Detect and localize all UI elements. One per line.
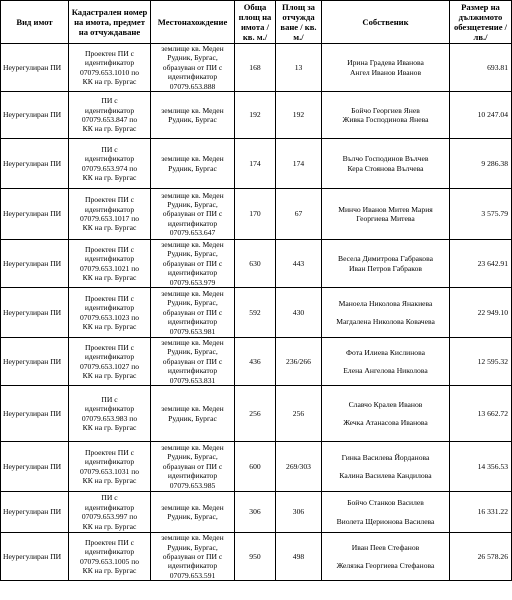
location-line: землище кв. Медeн: [161, 404, 224, 414]
header-type: Вид имот: [1, 1, 69, 44]
owner-name: Жечка Атанасова Иванова: [343, 418, 428, 428]
cell-compensation: 12 595.32: [450, 338, 512, 386]
owners-list: [323, 498, 448, 526]
cell-type: Неурегулиран ПИ: [1, 189, 69, 240]
location-line: идентификатор: [167, 218, 218, 228]
cadastral-line: 07079.653.1027 по: [79, 361, 140, 371]
header-expropriated-area: Площ за отчужда ване / кв. м./: [276, 1, 322, 44]
owner-name: Весела Димитрова Габракова: [338, 254, 433, 264]
cell-location: [151, 240, 235, 288]
cell-type: Неурегулиран ПИ: [1, 240, 69, 288]
table-row: [1, 492, 512, 533]
cadastral-line: идентификатор: [84, 254, 135, 264]
cadastral-line: 07079.653.983 по: [81, 413, 138, 423]
cell-expropriated-area: 269/303: [276, 442, 322, 492]
location-line: Рудник, Бургас: [168, 413, 217, 423]
cell-owners: [322, 386, 450, 442]
owner-name: Вълчо Господинов Вълчев: [342, 154, 429, 164]
cell-compensation: 14 356.53: [450, 442, 512, 492]
location-line: 07079.653.831: [169, 375, 216, 385]
location-line: Рудник, Бургас,: [167, 298, 218, 308]
table-row: [1, 288, 512, 338]
cell-location: [151, 189, 235, 240]
cell-compensation: 16 331.22: [450, 492, 512, 533]
table-row: [1, 240, 512, 288]
cell-compensation: 13 662.72: [450, 386, 512, 442]
owners-list: [323, 543, 448, 571]
cadastral-line: КК на гр. Бургас: [82, 521, 137, 531]
owner-name: Калина Василева Кандилова: [339, 471, 432, 481]
cadastral-line: КК на гр. Бургас: [82, 223, 137, 233]
cell-total-area: 256: [235, 386, 276, 442]
location-line: 07079.653.647: [169, 228, 216, 238]
location-line: Рудник, Бургас,: [167, 347, 218, 357]
cell-cadastral: [69, 492, 151, 533]
location-line: идентификатор: [167, 471, 218, 481]
header-owner: Собственик: [322, 1, 450, 44]
cadastral-line: Проектен ПИ с: [84, 342, 135, 352]
owners-list: [323, 58, 448, 77]
cell-location: [151, 338, 235, 386]
location-line: 07079.653.981: [169, 326, 216, 336]
cell-expropriated-area: 13: [276, 44, 322, 92]
cadastral-line: 07079.653.1021 по: [79, 263, 140, 273]
cadastral-line: идентификатор: [84, 352, 135, 362]
table-row: [1, 386, 512, 442]
table-row: [1, 338, 512, 386]
cadastral-line: идентификатор: [84, 303, 135, 313]
owner-name: Кера Стоянова Вълчева: [347, 163, 424, 173]
cell-type: Неурегулиран ПИ: [1, 288, 69, 338]
owners-list: [323, 154, 448, 173]
location-line: землище кв. Меден: [161, 190, 224, 200]
owners-list: [323, 254, 448, 273]
cell-location: [151, 442, 235, 492]
cadastral-line: идентификатор: [84, 547, 135, 557]
location-line: землище кв. Меден: [161, 44, 224, 53]
cell-owners: [322, 92, 450, 139]
cadastral-line: КК на гр. Бургас: [82, 566, 137, 576]
owners-list: [323, 205, 448, 224]
cell-compensation: 9 286.38: [450, 139, 512, 189]
owner-name: Ирина Градева Иванова: [347, 58, 424, 68]
location-line: идентификатор: [167, 366, 218, 376]
cell-compensation: 10 247.04: [450, 92, 512, 139]
table-row: [1, 189, 512, 240]
location-line: Рудник, Бургас: [168, 115, 217, 125]
cell-type: Неурегулиран ПИ: [1, 92, 69, 139]
cell-total-area: 306: [235, 492, 276, 533]
cadastral-line: Проектен ПИ с: [84, 48, 135, 58]
location-line: Рудник, Бургас,: [167, 512, 218, 522]
cell-cadastral: [69, 442, 151, 492]
location-line: образуван от ПИ с: [162, 62, 223, 72]
table-row: [1, 533, 512, 581]
location-line: образуван от ПИ с: [162, 307, 223, 317]
cell-cadastral: [69, 139, 151, 189]
cell-expropriated-area: 192: [276, 92, 322, 139]
owner-name: Магдалена Николова Ковачева: [336, 317, 435, 327]
cadastral-line: КК на гр. Бургас: [82, 124, 137, 134]
cadastral-line: ПИ с: [101, 96, 118, 106]
cell-total-area: 192: [235, 92, 276, 139]
location-line: землище кв. Медeн: [161, 105, 224, 115]
table-row: [1, 139, 512, 189]
location-line: образуван от ПИ с: [162, 461, 223, 471]
cell-owners: [322, 533, 450, 581]
cadastral-line: КК на гр. Бургас: [82, 423, 137, 432]
cadastral-line: идентификатор: [84, 105, 135, 115]
cell-owners: [322, 338, 450, 386]
cell-compensation: 22 949.10: [450, 288, 512, 338]
cell-type: Неурегулиран ПИ: [1, 533, 69, 581]
owner-name: Желязка Георгиева Стефанова: [336, 561, 435, 571]
cell-type: Неурегулиран ПИ: [1, 492, 69, 533]
owner-name: Минчо Иванов Митев Мария: [338, 204, 433, 214]
cell-cadastral: [69, 240, 151, 288]
cadastral-line: Проектен ПИ с: [84, 244, 135, 254]
cell-location: [151, 533, 235, 581]
cell-cadastral: [69, 288, 151, 338]
location-line: землище кв. Медeн: [161, 502, 224, 512]
owner-name: Бойчо Георгиев Янев: [351, 105, 420, 115]
cell-total-area: 436: [235, 338, 276, 386]
location-line: землище кв. Медeн: [161, 289, 224, 299]
cadastral-line: 07079.653.1017 по: [79, 214, 140, 224]
location-line: идентификатор: [167, 561, 218, 571]
cell-owners: [322, 139, 450, 189]
cadastral-line: 07079.653.1005 по: [79, 556, 140, 566]
cell-location: [151, 386, 235, 442]
location-line: Рудник, Бургас,: [167, 53, 218, 63]
cell-expropriated-area: 236/266: [276, 338, 322, 386]
cadastral-line: КК на гр. Бургас: [82, 370, 137, 380]
owner-name: Иван Петров Габраков: [349, 263, 422, 273]
cadastral-line: Проектен ПИ с: [84, 447, 135, 457]
cadastral-line: идентификатор: [84, 457, 135, 467]
cadastral-line: Проектен ПИ с: [84, 537, 135, 547]
cadastral-line: Проектен ПИ с: [84, 293, 135, 303]
cell-cadastral: [69, 44, 151, 92]
location-line: Рудник, Бургас,: [167, 199, 218, 209]
cell-cadastral: [69, 533, 151, 581]
location-line: землище кв. Медeн: [161, 443, 224, 453]
cell-location: [151, 44, 235, 92]
header-cadastral: Кадастрален номер на имота, предмет на отчуждаване: [69, 1, 151, 44]
location-line: образуван от ПИ с: [162, 258, 223, 268]
owner-name: Виолета Щерионова Василева: [336, 516, 435, 526]
cadastral-line: 07079.653.974 по: [81, 163, 138, 173]
owner-name: Фота Илиева Кислинова: [346, 347, 425, 357]
cell-total-area: 592: [235, 288, 276, 338]
cadastral-line: КК на гр. Бургас: [82, 76, 137, 86]
cell-type: Неурегулиран ПИ: [1, 386, 69, 442]
cell-location: [151, 92, 235, 139]
cadastral-line: идентификатор: [84, 204, 135, 214]
cadastral-line: ПИ с: [101, 493, 118, 503]
cadastral-line: 07079.653.1023 по: [79, 312, 140, 322]
cadastral-line: идентификатор: [84, 154, 135, 164]
cell-type: Неурегулиран ПИ: [1, 139, 69, 189]
owner-name: Елена Ангелова Николова: [343, 366, 428, 376]
owner-name: Бойчо Станков Василев: [347, 498, 424, 508]
cadastral-line: ПИ с: [101, 394, 118, 404]
cell-compensation: 23 642.91: [450, 240, 512, 288]
table-row: [1, 92, 512, 139]
table-row: [1, 442, 512, 492]
cell-cadastral: [69, 189, 151, 240]
cell-compensation: 3 575.79: [450, 189, 512, 240]
owner-name: Живка Господинова Янева: [342, 115, 429, 125]
cell-total-area: 950: [235, 533, 276, 581]
owner-name: Славчо Кралев Иванов: [348, 399, 423, 409]
cell-cadastral: [69, 386, 151, 442]
cell-compensation: 693.81: [450, 44, 512, 92]
owner-name: Георгиева Митева: [356, 214, 415, 224]
cadastral-line: КК на гр. Бургас: [82, 321, 137, 331]
cell-expropriated-area: 443: [276, 240, 322, 288]
header-total-area: Обща площ на имота /кв. м./: [235, 1, 276, 44]
owner-name: Гинка Василева Йорданова: [341, 452, 430, 462]
header-location: Местонахождение: [151, 1, 235, 44]
cell-owners: [322, 492, 450, 533]
cadastral-line: КК на гр. Бургас: [82, 476, 137, 485]
cell-total-area: 170: [235, 189, 276, 240]
owners-list: [323, 453, 448, 481]
cell-total-area: 174: [235, 139, 276, 189]
cell-total-area: 600: [235, 442, 276, 492]
cell-type: Неурегулиран ПИ: [1, 442, 69, 492]
location-line: 07079.653.591: [169, 570, 216, 580]
location-line: 07079.653.985: [169, 480, 216, 490]
location-line: Рудник, Бургас,: [167, 542, 218, 552]
cell-owners: [322, 288, 450, 338]
cell-owners: [322, 442, 450, 492]
cell-expropriated-area: 498: [276, 533, 322, 581]
owners-list: [323, 400, 448, 428]
cadastral-line: 07079.653.847 по: [81, 115, 138, 125]
cell-expropriated-area: 256: [276, 386, 322, 442]
location-line: землище кв. Медeн: [161, 240, 224, 250]
location-line: землище кв. Медeн: [161, 338, 224, 348]
owners-list: [323, 106, 448, 125]
cadastral-line: 07079.653.1031 по: [79, 466, 140, 476]
cell-type: Неурегулиран ПИ: [1, 44, 69, 92]
location-line: Рудник, Бургас,: [167, 249, 218, 259]
location-line: идентификатор: [167, 268, 218, 278]
header-compensation: Размер на дължимото обезщетение /лв./: [450, 1, 512, 44]
cadastral-line: КК на гр. Бургас: [82, 272, 137, 282]
cadastral-line: Проектен ПИ с: [84, 195, 135, 205]
cell-cadastral: [69, 338, 151, 386]
cell-location: [151, 492, 235, 533]
cell-owners: [322, 240, 450, 288]
location-line: землище кв. Медeн: [161, 154, 224, 164]
table-row: [1, 44, 512, 92]
cadastral-line: идентификатор: [84, 502, 135, 512]
cell-expropriated-area: 430: [276, 288, 322, 338]
owners-list: [323, 348, 448, 376]
location-line: 07079.653.888: [169, 81, 216, 91]
cell-cadastral: [69, 92, 151, 139]
location-line: образуван от ПИ с: [162, 551, 223, 561]
owners-list: [323, 299, 448, 327]
cell-owners: [322, 44, 450, 92]
cell-total-area: 168: [235, 44, 276, 92]
cadastral-line: идентификатор: [84, 58, 135, 68]
location-line: Рудник, Бургас: [168, 163, 217, 173]
cell-expropriated-area: 174: [276, 139, 322, 189]
cell-expropriated-area: 67: [276, 189, 322, 240]
cell-type: Неурегулиран ПИ: [1, 338, 69, 386]
location-line: идентификатор: [167, 72, 218, 82]
location-line: 07079.653.979: [169, 277, 216, 287]
cadastral-line: КК на гр. Бургас: [82, 172, 137, 182]
location-line: землище кв. Медeн: [161, 533, 224, 543]
cell-owners: [322, 189, 450, 240]
cell-expropriated-area: 306: [276, 492, 322, 533]
cell-location: [151, 139, 235, 189]
owner-name: Иван Пеев Стефанов: [351, 542, 420, 552]
cadastral-line: ПИ с: [101, 144, 118, 154]
location-line: Рудник, Бургас,: [167, 452, 218, 462]
cell-compensation: 26 578.26: [450, 533, 512, 581]
location-line: образуван от ПИ с: [162, 209, 223, 219]
owner-name: Манoела Николова Янакиева: [338, 298, 433, 308]
location-line: идентификатор: [167, 317, 218, 327]
cell-location: [151, 288, 235, 338]
owner-name: Ангел Иванов Иванов: [349, 67, 422, 77]
header-row: [1, 1, 512, 44]
cadastral-line: 07079.653.1010 по: [79, 67, 140, 77]
table-body: [1, 44, 512, 581]
cell-total-area: 630: [235, 240, 276, 288]
cadastral-line: 07079.653.997 по: [81, 512, 138, 522]
location-line: образуван от ПИ с: [162, 356, 223, 366]
cadastral-line: идентификатор: [84, 404, 135, 414]
